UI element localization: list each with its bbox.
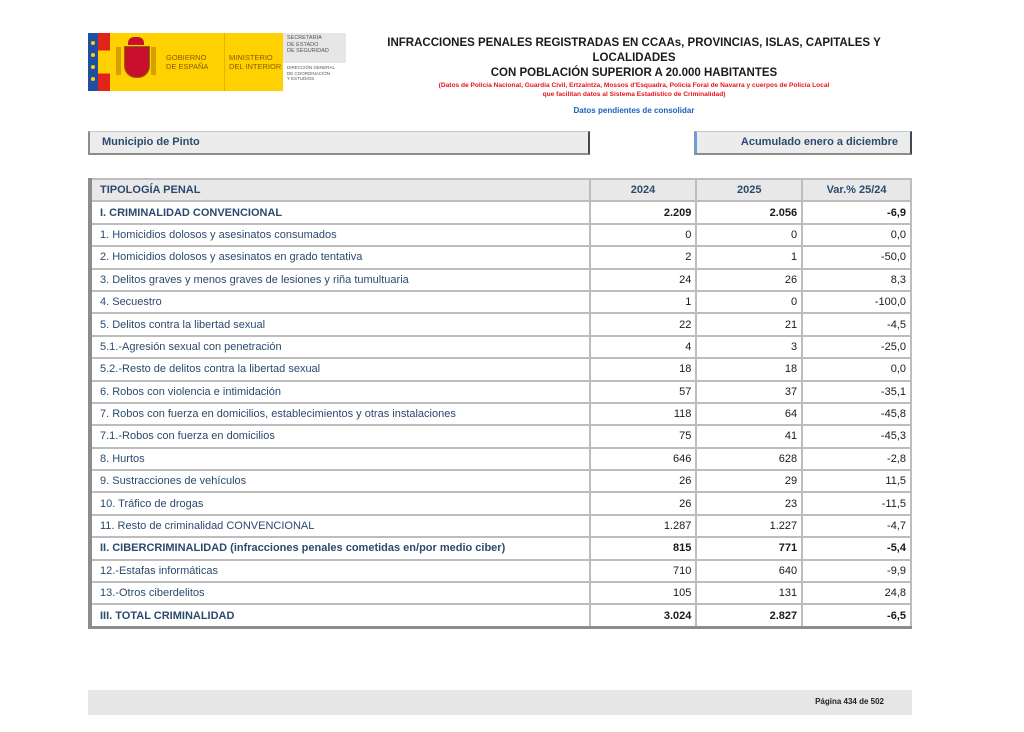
value-2025: 1	[696, 246, 802, 268]
value-2025: 64	[696, 403, 802, 425]
value-2024: 815	[590, 537, 697, 559]
table-row	[90, 403, 911, 425]
period-label: Acumulado enero a diciembre	[694, 131, 912, 155]
table-row	[90, 470, 911, 492]
value-2025: 0	[696, 224, 802, 246]
value-variation: 24,8	[802, 582, 911, 604]
value-variation: 0,0	[802, 224, 911, 246]
table-header-row	[90, 179, 911, 201]
table-row	[90, 246, 911, 268]
column-header-variation: Var.% 25/24	[802, 179, 911, 201]
value-2024: 646	[590, 448, 697, 470]
value-variation: 8,3	[802, 269, 911, 291]
pending-consolidation-note: Datos pendientes de consolidar	[573, 106, 695, 115]
page-footer	[88, 690, 912, 715]
value-variation: -45,3	[802, 425, 911, 447]
row-label: 2. Homicidios dolosos y asesinatos en grado tentativa	[90, 246, 590, 268]
row-label: 12.-Estafas informáticas	[90, 560, 590, 582]
table-row	[90, 291, 911, 313]
table-row	[90, 537, 911, 559]
value-2025: 131	[696, 582, 802, 604]
value-2024: 710	[590, 560, 697, 582]
value-variation: -25,0	[802, 336, 911, 358]
crime-statistics-table	[88, 178, 912, 629]
value-2024: 75	[590, 425, 697, 447]
table-row	[90, 224, 911, 246]
page-number: Página 434 de 502	[815, 697, 884, 706]
value-2025: 21	[696, 313, 802, 335]
value-variation: -100,0	[802, 291, 911, 313]
coat-of-arms-icon	[110, 33, 160, 91]
table-row	[90, 313, 911, 335]
table-row	[90, 515, 911, 537]
value-2025: 18	[696, 358, 802, 380]
eu-spain-flag-icon	[88, 33, 110, 91]
column-header-tipologia: TIPOLOGÍA PENAL	[90, 179, 590, 201]
value-variation: -50,0	[802, 246, 911, 268]
table-row	[90, 358, 911, 380]
value-2024: 118	[590, 403, 697, 425]
table-row	[90, 201, 911, 223]
value-2025: 26	[696, 269, 802, 291]
report-subtitle: (Datos de Policía Nacional, Guardia Civil, Ertzaintza, Mossos d'Esquadra, Policía Foral de Navarra y cuerpos de Policía Local que facilitan datos al Sistema Estadístico de Criminalidad)	[438, 82, 830, 98]
table-row	[90, 448, 911, 470]
table-row	[90, 560, 911, 582]
row-label: 3. Delitos graves y menos graves de lesiones y riña tumultuaria	[90, 269, 590, 291]
row-label: 5.2.-Resto de delitos contra la libertad sexual	[90, 358, 590, 380]
value-2024: 1.287	[590, 515, 697, 537]
value-variation: -35,1	[802, 381, 911, 403]
value-variation: 11,5	[802, 470, 911, 492]
value-2025: 29	[696, 470, 802, 492]
value-2025: 2.056	[696, 201, 802, 223]
row-label: 9. Sustracciones de vehículos	[90, 470, 590, 492]
row-label: II. CIBERCRIMINALIDAD (infracciones penales cometidas en/por medio ciber)	[90, 537, 590, 559]
value-2025: 41	[696, 425, 802, 447]
row-label: 10. Tráfico de drogas	[90, 492, 590, 514]
row-label: 7. Robos con fuerza en domicilios, establecimientos y otras instalaciones	[90, 403, 590, 425]
table-row	[90, 582, 911, 604]
column-header-2024: 2024	[590, 179, 697, 201]
value-variation: -5,4	[802, 537, 911, 559]
value-variation: -45,8	[802, 403, 911, 425]
value-2025: 628	[696, 448, 802, 470]
value-2024: 57	[590, 381, 697, 403]
row-label: 4. Secuestro	[90, 291, 590, 313]
municipality-label: Municipio de Pinto	[88, 131, 590, 155]
value-2025: 37	[696, 381, 802, 403]
table-row	[90, 604, 911, 627]
row-label: 5.1.-Agresión sexual con penetración	[90, 336, 590, 358]
row-label: I. CRIMINALIDAD CONVENCIONAL	[90, 201, 590, 223]
table-row	[90, 269, 911, 291]
value-2024: 22	[590, 313, 697, 335]
value-2024: 18	[590, 358, 697, 380]
value-variation: -11,5	[802, 492, 911, 514]
value-2024: 1	[590, 291, 697, 313]
value-variation: 0,0	[802, 358, 911, 380]
column-header-2025: 2025	[696, 179, 802, 201]
value-2024: 4	[590, 336, 697, 358]
row-label: 7.1.-Robos con fuerza en domicilios	[90, 425, 590, 447]
row-label: 5. Delitos contra la libertad sexual	[90, 313, 590, 335]
logo-gobierno-text: GOBIERNO DE ESPAÑA	[166, 53, 209, 71]
value-2024: 26	[590, 470, 697, 492]
logo-secretaria: SECRETARÍA DE ESTADO DE SEGURIDAD DIRECCIÓN GENERAL DE COORDINACIÓN Y ESTUDIOS	[283, 33, 346, 91]
logo-ministerio-text: MINISTERIO DEL INTERIOR	[224, 33, 283, 91]
value-2024: 2	[590, 246, 697, 268]
row-label: 6. Robos con violencia e intimidación	[90, 381, 590, 403]
row-label: 11. Resto de criminalidad CONVENCIONAL	[90, 515, 590, 537]
value-2024: 26	[590, 492, 697, 514]
value-2024: 105	[590, 582, 697, 604]
value-2025: 0	[696, 291, 802, 313]
value-2025: 1.227	[696, 515, 802, 537]
value-2025: 771	[696, 537, 802, 559]
value-2024: 24	[590, 269, 697, 291]
value-2025: 23	[696, 492, 802, 514]
table-row	[90, 381, 911, 403]
row-label: 13.-Otros ciberdelitos	[90, 582, 590, 604]
value-variation: -6,5	[802, 604, 911, 627]
government-logo	[88, 33, 346, 91]
value-2025: 2.827	[696, 604, 802, 627]
value-2024: 0	[590, 224, 697, 246]
value-variation: -2,8	[802, 448, 911, 470]
value-2024: 2.209	[590, 201, 697, 223]
table-row	[90, 425, 911, 447]
value-2024: 3.024	[590, 604, 697, 627]
value-variation: -4,5	[802, 313, 911, 335]
report-title: INFRACCIONES PENALES REGISTRADAS EN CCAAs, PROVINCIAS, ISLAS, CAPITALES Y LOCALIDADES CON POBLACIÓN SUPERIOR A 20.000 HABITANTES	[387, 37, 881, 79]
value-2025: 3	[696, 336, 802, 358]
row-label: III. TOTAL CRIMINALIDAD	[90, 604, 590, 627]
table-row	[90, 492, 911, 514]
value-variation: -9,9	[802, 560, 911, 582]
value-variation: -6,9	[802, 201, 911, 223]
row-label: 1. Homicidios dolosos y asesinatos consumados	[90, 224, 590, 246]
value-variation: -4,7	[802, 515, 911, 537]
value-2025: 640	[696, 560, 802, 582]
table-row	[90, 336, 911, 358]
row-label: 8. Hurtos	[90, 448, 590, 470]
